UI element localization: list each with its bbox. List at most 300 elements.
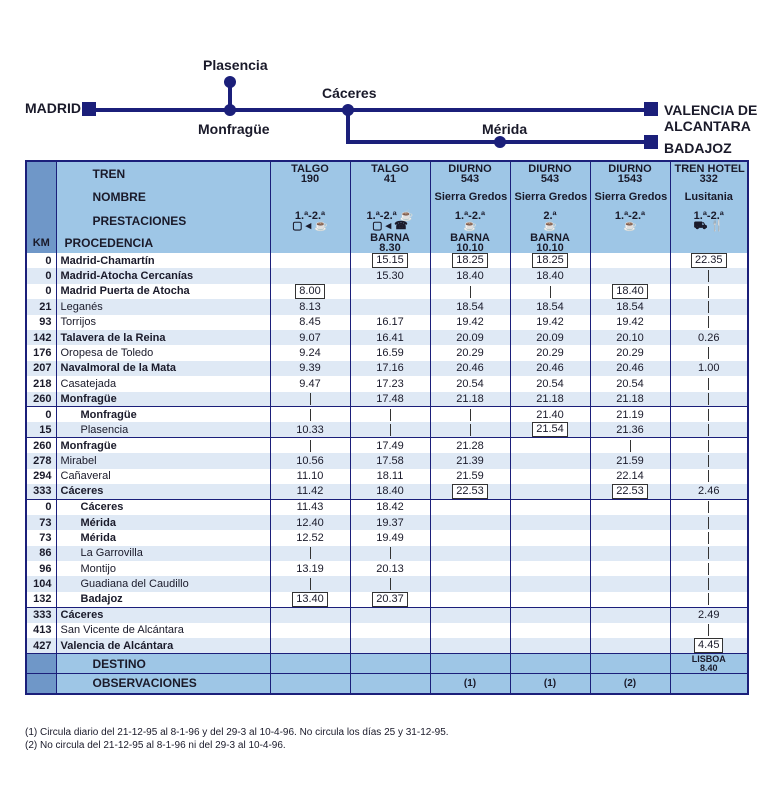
- train-class: 1.ª-2.ª: [614, 210, 646, 222]
- time-cell: [670, 284, 748, 299]
- passes-through-mark: [708, 578, 709, 590]
- time-cell: [430, 607, 510, 622]
- train-header-0: [270, 161, 350, 185]
- table-row: [26, 623, 748, 638]
- station-cell: Mirabel: [56, 453, 270, 468]
- station-cell: Guadiana del Caudillo: [56, 576, 270, 591]
- passes-through-mark: [550, 286, 551, 298]
- merida-dot: [494, 136, 506, 148]
- time-cell: [270, 607, 350, 622]
- time-cell: [510, 284, 590, 299]
- passes-through-mark: [708, 440, 709, 452]
- time-cell: [670, 376, 748, 391]
- time-cell: [270, 592, 350, 608]
- train-type: TALGO: [291, 162, 329, 175]
- map-label-madrid: MADRID: [25, 100, 81, 116]
- station-cell: Mérida: [56, 530, 270, 545]
- station-cell: San Vicente de Alcántara: [56, 623, 270, 638]
- header-row-tren: [26, 161, 748, 185]
- station-cell: Torrijos: [56, 315, 270, 330]
- map-label-merida: Mérida: [482, 121, 528, 137]
- train-name-5: Lusitania: [670, 185, 748, 209]
- station-cell: Valencia de Alcántara: [56, 638, 270, 654]
- time-cell: [350, 607, 430, 622]
- train-origin: BARNA: [450, 233, 490, 244]
- time-cell: 2.49: [670, 607, 748, 622]
- station-cell: Plasencia: [56, 422, 270, 438]
- train-origin-0: [270, 233, 350, 253]
- km-cell: 333: [26, 484, 56, 500]
- km-cell: 0: [26, 499, 56, 514]
- header-row-nombre: [26, 185, 748, 209]
- passes-through-mark: [310, 393, 311, 405]
- table-row: [26, 530, 748, 545]
- time-cell: [430, 484, 510, 500]
- train-service-icons: ⛟ 🍴: [693, 220, 725, 232]
- time-cell: [590, 253, 670, 268]
- time-cell: 21.18: [510, 392, 590, 407]
- km-cell: 0: [26, 284, 56, 299]
- time-cell: 20.54: [430, 376, 510, 391]
- table-row: [26, 638, 748, 654]
- km-cell: 207: [26, 361, 56, 376]
- footnote-2: (2) No circula del 21-12-95 al 8-1-96 ni del 29-3 al 10-4-96.: [25, 740, 286, 751]
- train-name-0: [270, 185, 350, 209]
- time-cell: 17.23: [350, 376, 430, 391]
- time-cell: [270, 284, 350, 299]
- time-cell: [510, 592, 590, 608]
- train-services-4: [590, 209, 670, 233]
- train-destino-1: [350, 654, 430, 674]
- time-cell: [590, 638, 670, 654]
- train-services-0: [270, 209, 350, 233]
- time-cell: [270, 438, 350, 453]
- time-cell: 11.10: [270, 469, 350, 484]
- time-cell: 12.52: [270, 530, 350, 545]
- footer-label-destino: DESTINO: [56, 654, 270, 674]
- time-cell: [670, 407, 748, 422]
- table-row: [26, 592, 748, 608]
- train-destino-3: [510, 654, 590, 674]
- time-cell: 18.54: [510, 299, 590, 314]
- time-cell: [350, 576, 430, 591]
- footnotes: [25, 726, 449, 752]
- footnote-1: (1) Circula diario del 21-12-95 al 8-1-96 y del 29-3 al 10-4-96. No circula los días 25 y 31-12-95.: [25, 727, 449, 738]
- train-type: DIURNO: [448, 162, 492, 175]
- time-cell: [590, 484, 670, 500]
- time-cell: [670, 530, 748, 545]
- header-label-tren: TREN: [56, 161, 270, 185]
- table-row: [26, 546, 748, 561]
- train-service-icons: ▢ ◂ ☕: [292, 220, 328, 232]
- train-observation-5: [670, 674, 748, 694]
- time-cell: [670, 253, 748, 268]
- time-cell: 17.58: [350, 453, 430, 468]
- passes-through-mark: [708, 424, 709, 436]
- km-cell: 0: [26, 407, 56, 422]
- train-destino-5: [670, 654, 748, 674]
- time-cell: 11.42: [270, 484, 350, 500]
- train-header-2: [430, 161, 510, 185]
- passes-through-mark: [708, 517, 709, 529]
- km-cell: 333: [26, 607, 56, 622]
- time-cell: 18.54: [430, 299, 510, 314]
- train-number: 1543: [617, 172, 643, 185]
- passes-through-mark: [708, 624, 709, 636]
- time-cell: 2.46: [670, 484, 748, 500]
- time-cell: 18.54: [590, 299, 670, 314]
- passes-through-mark: [708, 347, 709, 359]
- train-origin-1: [350, 233, 430, 253]
- time-cell: [510, 253, 590, 268]
- train-class: 1.ª-2.ª: [294, 210, 326, 222]
- km-cell: 104: [26, 576, 56, 591]
- train-destino: LISBOA: [691, 653, 726, 664]
- train-observation-4: (2): [590, 674, 670, 694]
- time-cell: [350, 253, 430, 268]
- train-type: DIURNO: [608, 162, 652, 175]
- train-origin-4: [590, 233, 670, 253]
- badajoz-terminal: [644, 135, 658, 149]
- time-cell: [670, 576, 748, 591]
- train-type: DIURNO: [528, 162, 572, 175]
- time-cell: 20.29: [590, 345, 670, 360]
- time-cell: [270, 623, 350, 638]
- time-cell: [670, 299, 748, 314]
- table-row: [26, 345, 748, 360]
- train-destino-0: [270, 654, 350, 674]
- station-cell: Oropesa de Toledo: [56, 345, 270, 360]
- time-cell: 18.40: [430, 268, 510, 283]
- time-cell: [670, 515, 748, 530]
- boxed-time: 4.45: [694, 638, 723, 653]
- km-cell: 260: [26, 392, 56, 407]
- route-map-lines: [0, 0, 762, 160]
- time-cell: [510, 607, 590, 622]
- km-cell: 86: [26, 546, 56, 561]
- time-cell: [510, 546, 590, 561]
- time-cell: 21.59: [430, 469, 510, 484]
- train-type: TREN HOTEL: [674, 162, 745, 175]
- time-cell: [350, 638, 430, 654]
- time-cell: [670, 392, 748, 407]
- time-cell: [430, 530, 510, 545]
- train-number: 543: [460, 172, 480, 185]
- train-observation-3: (1): [510, 674, 590, 694]
- time-cell: 10.56: [270, 453, 350, 468]
- time-cell: [670, 499, 748, 514]
- time-cell: 20.13: [350, 561, 430, 576]
- time-cell: [590, 561, 670, 576]
- time-cell: 21.19: [590, 407, 670, 422]
- time-cell: [590, 623, 670, 638]
- passes-through-mark: [470, 286, 471, 298]
- time-cell: 10.33: [270, 422, 350, 438]
- station-cell: Leganés: [56, 299, 270, 314]
- station-cell: Casatejada: [56, 376, 270, 391]
- km-cell: 176: [26, 345, 56, 360]
- plasencia-dot: [224, 76, 236, 88]
- boxed-time: 22.53: [612, 484, 648, 499]
- train-header-1: [350, 161, 430, 185]
- station-cell: Mérida: [56, 515, 270, 530]
- time-cell: [510, 638, 590, 654]
- time-cell: 9.07: [270, 330, 350, 345]
- time-cell: 21.18: [590, 392, 670, 407]
- train-origin-5: [670, 233, 748, 253]
- time-cell: 21.28: [430, 438, 510, 453]
- km-cell: 93: [26, 315, 56, 330]
- time-cell: [670, 623, 748, 638]
- boxed-time: 21.54: [532, 422, 568, 437]
- km-cell: 218: [26, 376, 56, 391]
- passes-through-mark: [470, 409, 471, 421]
- time-cell: 0.26: [670, 330, 748, 345]
- passes-through-mark: [708, 547, 709, 559]
- time-cell: [510, 499, 590, 514]
- time-cell: 20.46: [590, 361, 670, 376]
- train-origin-2: [430, 233, 510, 253]
- table-row: [26, 453, 748, 468]
- time-cell: 20.46: [430, 361, 510, 376]
- time-cell: [350, 422, 430, 438]
- train-destino-2: [430, 654, 510, 674]
- table-row: [26, 515, 748, 530]
- footer-row-destino: [26, 654, 748, 674]
- time-cell: [270, 576, 350, 591]
- caceres-dot: [342, 104, 354, 116]
- table-row: [26, 392, 748, 407]
- time-cell: [670, 422, 748, 438]
- passes-through-mark: [708, 455, 709, 467]
- passes-through-mark: [708, 378, 709, 390]
- passes-through-mark: [708, 470, 709, 482]
- time-cell: [510, 484, 590, 500]
- time-cell: 9.39: [270, 361, 350, 376]
- time-cell: 9.24: [270, 345, 350, 360]
- boxed-time: 13.40: [292, 592, 328, 607]
- time-cell: [430, 284, 510, 299]
- passes-through-mark: [310, 578, 311, 590]
- time-cell: [670, 546, 748, 561]
- time-cell: 20.54: [510, 376, 590, 391]
- train-origin: BARNA: [370, 233, 410, 244]
- time-cell: [590, 592, 670, 608]
- train-name-4: Sierra Gredos: [590, 185, 670, 209]
- passes-through-mark: [390, 424, 391, 436]
- boxed-time: 8.00: [295, 284, 324, 299]
- time-cell: [430, 623, 510, 638]
- km-cell: 142: [26, 330, 56, 345]
- time-cell: 18.11: [350, 469, 430, 484]
- table-row: [26, 561, 748, 576]
- time-cell: [670, 638, 748, 654]
- train-origin-time: 8.30: [379, 242, 401, 253]
- time-cell: [350, 592, 430, 608]
- time-cell: [670, 561, 748, 576]
- table-row: [26, 422, 748, 438]
- train-header-5: [670, 161, 748, 185]
- time-cell: 18.42: [350, 499, 430, 514]
- time-cell: 12.40: [270, 515, 350, 530]
- time-cell: 8.45: [270, 315, 350, 330]
- time-cell: [510, 438, 590, 453]
- valencia-terminal: [644, 102, 658, 116]
- train-origin-time: 10.10: [456, 242, 484, 253]
- time-cell: [590, 499, 670, 514]
- time-cell: [430, 253, 510, 268]
- passes-through-mark: [708, 593, 709, 605]
- route-map: [0, 0, 762, 160]
- passes-through-mark: [708, 316, 709, 328]
- boxed-time: 18.25: [452, 253, 488, 268]
- station-cell: Cáceres: [56, 484, 270, 500]
- time-cell: [430, 407, 510, 422]
- train-number: 41: [383, 172, 397, 185]
- km-cell: 294: [26, 469, 56, 484]
- time-cell: [430, 638, 510, 654]
- time-cell: [510, 623, 590, 638]
- time-cell: [590, 438, 670, 453]
- time-cell: 20.54: [590, 376, 670, 391]
- table-row: [26, 268, 748, 283]
- time-cell: 17.48: [350, 392, 430, 407]
- passes-through-mark: [390, 547, 391, 559]
- passes-through-mark: [708, 393, 709, 405]
- passes-through-mark: [708, 270, 709, 282]
- passes-through-mark: [310, 440, 311, 452]
- km-cell: 96: [26, 561, 56, 576]
- table-row: [26, 499, 748, 514]
- time-cell: [590, 530, 670, 545]
- boxed-time: 18.25: [532, 253, 568, 268]
- time-cell: [590, 576, 670, 591]
- time-cell: [430, 515, 510, 530]
- station-cell: Talavera de la Reina: [56, 330, 270, 345]
- km-cell: 278: [26, 453, 56, 468]
- passes-through-mark: [708, 409, 709, 421]
- table-row: [26, 407, 748, 422]
- boxed-time: 20.37: [372, 592, 408, 607]
- time-cell: [270, 407, 350, 422]
- km-cell: 73: [26, 515, 56, 530]
- km-cell: 260: [26, 438, 56, 453]
- train-observation-0: [270, 674, 350, 694]
- km-cell: 0: [26, 268, 56, 283]
- train-origin-3: [510, 233, 590, 253]
- time-cell: [590, 546, 670, 561]
- time-cell: 20.09: [510, 330, 590, 345]
- map-label-valencia-1: VALENCIA DE: [664, 102, 758, 118]
- time-cell: 19.37: [350, 515, 430, 530]
- table-row: [26, 253, 748, 268]
- time-cell: [510, 561, 590, 576]
- time-cell: 19.42: [510, 315, 590, 330]
- footer-label-observaciones: OBSERVACIONES: [56, 674, 270, 694]
- km-cell: 132: [26, 592, 56, 608]
- boxed-time: 15.15: [372, 253, 408, 268]
- time-cell: 15.30: [350, 268, 430, 283]
- time-cell: [270, 392, 350, 407]
- time-cell: [510, 453, 590, 468]
- time-cell: [270, 638, 350, 654]
- train-service-icons: ☕: [623, 220, 637, 232]
- time-cell: [670, 315, 748, 330]
- time-cell: 18.40: [350, 484, 430, 500]
- table-row: [26, 438, 748, 453]
- station-cell: Madrid Puerta de Atocha: [56, 284, 270, 299]
- map-label-valencia-2: ALCANTARA: [664, 118, 751, 134]
- time-cell: [670, 345, 748, 360]
- passes-through-mark: [470, 424, 471, 436]
- time-cell: [270, 546, 350, 561]
- time-cell: 20.46: [510, 361, 590, 376]
- time-cell: [510, 530, 590, 545]
- time-cell: 20.10: [590, 330, 670, 345]
- station-cell: Monfragüe: [56, 392, 270, 407]
- table-row: [26, 315, 748, 330]
- km-cell: 15: [26, 422, 56, 438]
- time-cell: [350, 299, 430, 314]
- time-cell: [510, 576, 590, 591]
- table-row: [26, 330, 748, 345]
- monfrague-dot: [224, 104, 236, 116]
- train-origin-time: 10.10: [536, 242, 564, 253]
- passes-through-mark: [708, 563, 709, 575]
- map-label-caceres: Cáceres: [322, 85, 377, 101]
- table-row: [26, 469, 748, 484]
- time-cell: [270, 253, 350, 268]
- timetable: [25, 160, 749, 695]
- time-cell: [670, 438, 748, 453]
- time-cell: 22.14: [590, 469, 670, 484]
- km-cell: 73: [26, 530, 56, 545]
- passes-through-mark: [708, 301, 709, 313]
- time-cell: [430, 546, 510, 561]
- train-name-1: [350, 185, 430, 209]
- time-cell: [670, 453, 748, 468]
- train-service-icons: ☕: [463, 220, 477, 232]
- boxed-time: 18.40: [612, 284, 648, 299]
- train-services-5: [670, 209, 748, 233]
- time-cell: 17.16: [350, 361, 430, 376]
- time-cell: [430, 576, 510, 591]
- time-cell: [430, 561, 510, 576]
- train-destino-time: 8.40: [699, 662, 718, 673]
- time-cell: 21.18: [430, 392, 510, 407]
- time-cell: 18.40: [510, 268, 590, 283]
- table-row: [26, 607, 748, 622]
- map-label-monfrague: Monfragüe: [198, 121, 270, 137]
- header-label-km: KM: [26, 233, 56, 253]
- time-cell: [350, 623, 430, 638]
- train-name-3: Sierra Gredos: [510, 185, 590, 209]
- train-number: 190: [300, 172, 320, 185]
- train-destino-4: [590, 654, 670, 674]
- table-row: [26, 376, 748, 391]
- station-cell: Monfragüe: [56, 407, 270, 422]
- header-row-prestaciones: [26, 209, 748, 233]
- passes-through-mark: [310, 547, 311, 559]
- time-cell: 16.17: [350, 315, 430, 330]
- time-cell: [670, 592, 748, 608]
- passes-through-mark: [708, 286, 709, 298]
- time-cell: 21.36: [590, 422, 670, 438]
- station-cell: Cáceres: [56, 607, 270, 622]
- time-cell: [350, 284, 430, 299]
- train-services-3: [510, 209, 590, 233]
- time-cell: 19.49: [350, 530, 430, 545]
